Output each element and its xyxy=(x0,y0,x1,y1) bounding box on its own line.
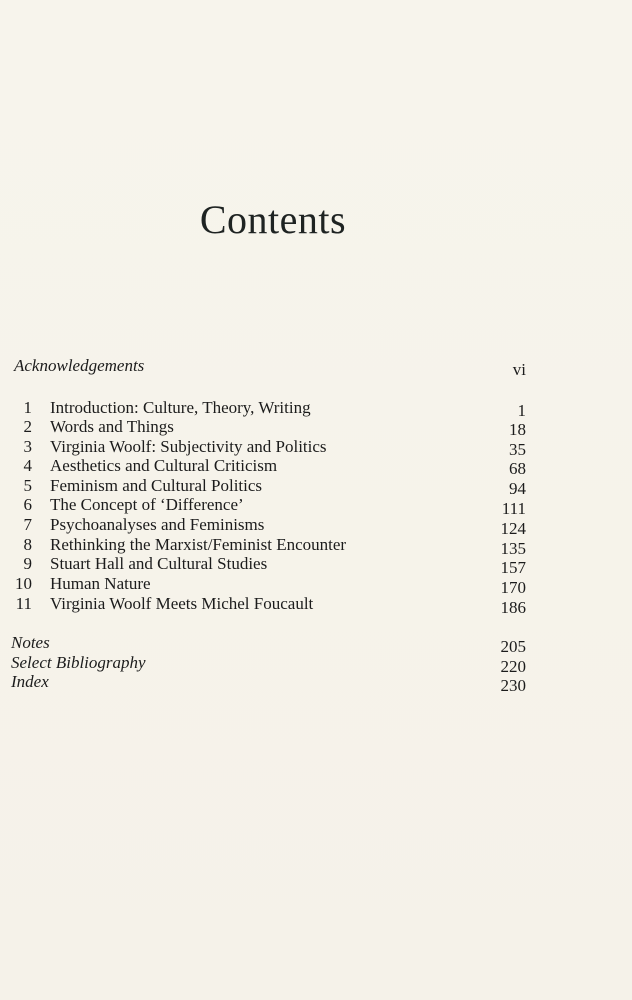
chapter-title: Introduction: Culture, Theory, Writing xyxy=(50,398,311,417)
chapter-number: 7 xyxy=(23,515,32,534)
toc-entry-chapter-11 xyxy=(0,594,632,617)
toc-entry-label: Notes xyxy=(11,633,50,652)
page-title: Contents xyxy=(199,197,347,242)
chapter-number: 9 xyxy=(23,554,32,573)
toc-entry-chapter-9 xyxy=(0,554,632,577)
chapter-title: Words and Things xyxy=(50,417,174,436)
chapter-page: 124 xyxy=(500,519,526,538)
chapter-page: 68 xyxy=(509,459,526,478)
toc-entry-chapter-6 xyxy=(0,495,632,518)
toc-entry-label: Index xyxy=(11,672,49,691)
toc-entry-label: Acknowledgements xyxy=(14,356,145,375)
chapter-page: 18 xyxy=(509,420,526,439)
chapter-number: 5 xyxy=(23,476,32,495)
chapter-page: 157 xyxy=(500,558,526,577)
toc-entry-page: 220 xyxy=(500,657,526,676)
chapter-page: 135 xyxy=(500,539,526,558)
chapter-title: The Concept of ‘Difference’ xyxy=(50,495,244,514)
chapter-page: 1 xyxy=(517,401,526,420)
chapter-number: 8 xyxy=(23,535,32,554)
chapter-number: 6 xyxy=(23,495,32,514)
chapter-page: 186 xyxy=(500,598,526,617)
toc-entry-chapter-3 xyxy=(0,437,632,457)
toc-entry-chapter-8 xyxy=(0,535,632,558)
toc-entry-chapter-5 xyxy=(0,476,632,496)
chapter-title: Virginia Woolf: Subjectivity and Politics xyxy=(50,437,327,456)
toc-entry-chapter-1 xyxy=(0,398,632,418)
chapter-title: Virginia Woolf Meets Michel Foucault xyxy=(50,594,314,613)
toc-entry-page: 205 xyxy=(500,637,526,656)
toc-entry-chapter-7 xyxy=(0,515,632,538)
chapter-title: Aesthetics and Cultural Criticism xyxy=(50,456,278,475)
chapter-page: 94 xyxy=(509,479,526,498)
chapter-number: 4 xyxy=(23,456,32,475)
toc-entry-chapter-10 xyxy=(0,574,632,597)
chapter-number: 2 xyxy=(23,417,32,436)
toc-entry-notes xyxy=(0,633,632,656)
toc-entry-page: vi xyxy=(512,360,526,379)
chapter-number: 10 xyxy=(15,574,32,593)
chapter-title: Rethinking the Marxist/Feminist Encounter xyxy=(50,535,347,554)
chapter-number: 11 xyxy=(15,594,32,613)
chapter-title: Psychoanalyses and Feminisms xyxy=(50,515,265,534)
chapter-page: 35 xyxy=(509,440,526,459)
chapter-number: 3 xyxy=(23,437,32,456)
toc-entry-chapter-2 xyxy=(0,417,632,437)
chapter-title: Human Nature xyxy=(50,574,151,593)
toc-entry-bibliography xyxy=(0,653,632,676)
chapter-page: 111 xyxy=(501,499,526,518)
toc-entry-index xyxy=(0,672,632,695)
chapter-number: 1 xyxy=(23,398,32,417)
chapter-title: Stuart Hall and Cultural Studies xyxy=(50,554,268,573)
toc-entry-chapter-4 xyxy=(0,456,632,476)
chapter-page: 170 xyxy=(500,578,526,597)
toc-entry-acknowledgements xyxy=(0,356,632,379)
chapter-title: Feminism and Cultural Politics xyxy=(50,476,263,495)
toc-entry-label: Select Bibliography xyxy=(11,653,146,672)
toc-entry-page: 230 xyxy=(500,676,526,695)
